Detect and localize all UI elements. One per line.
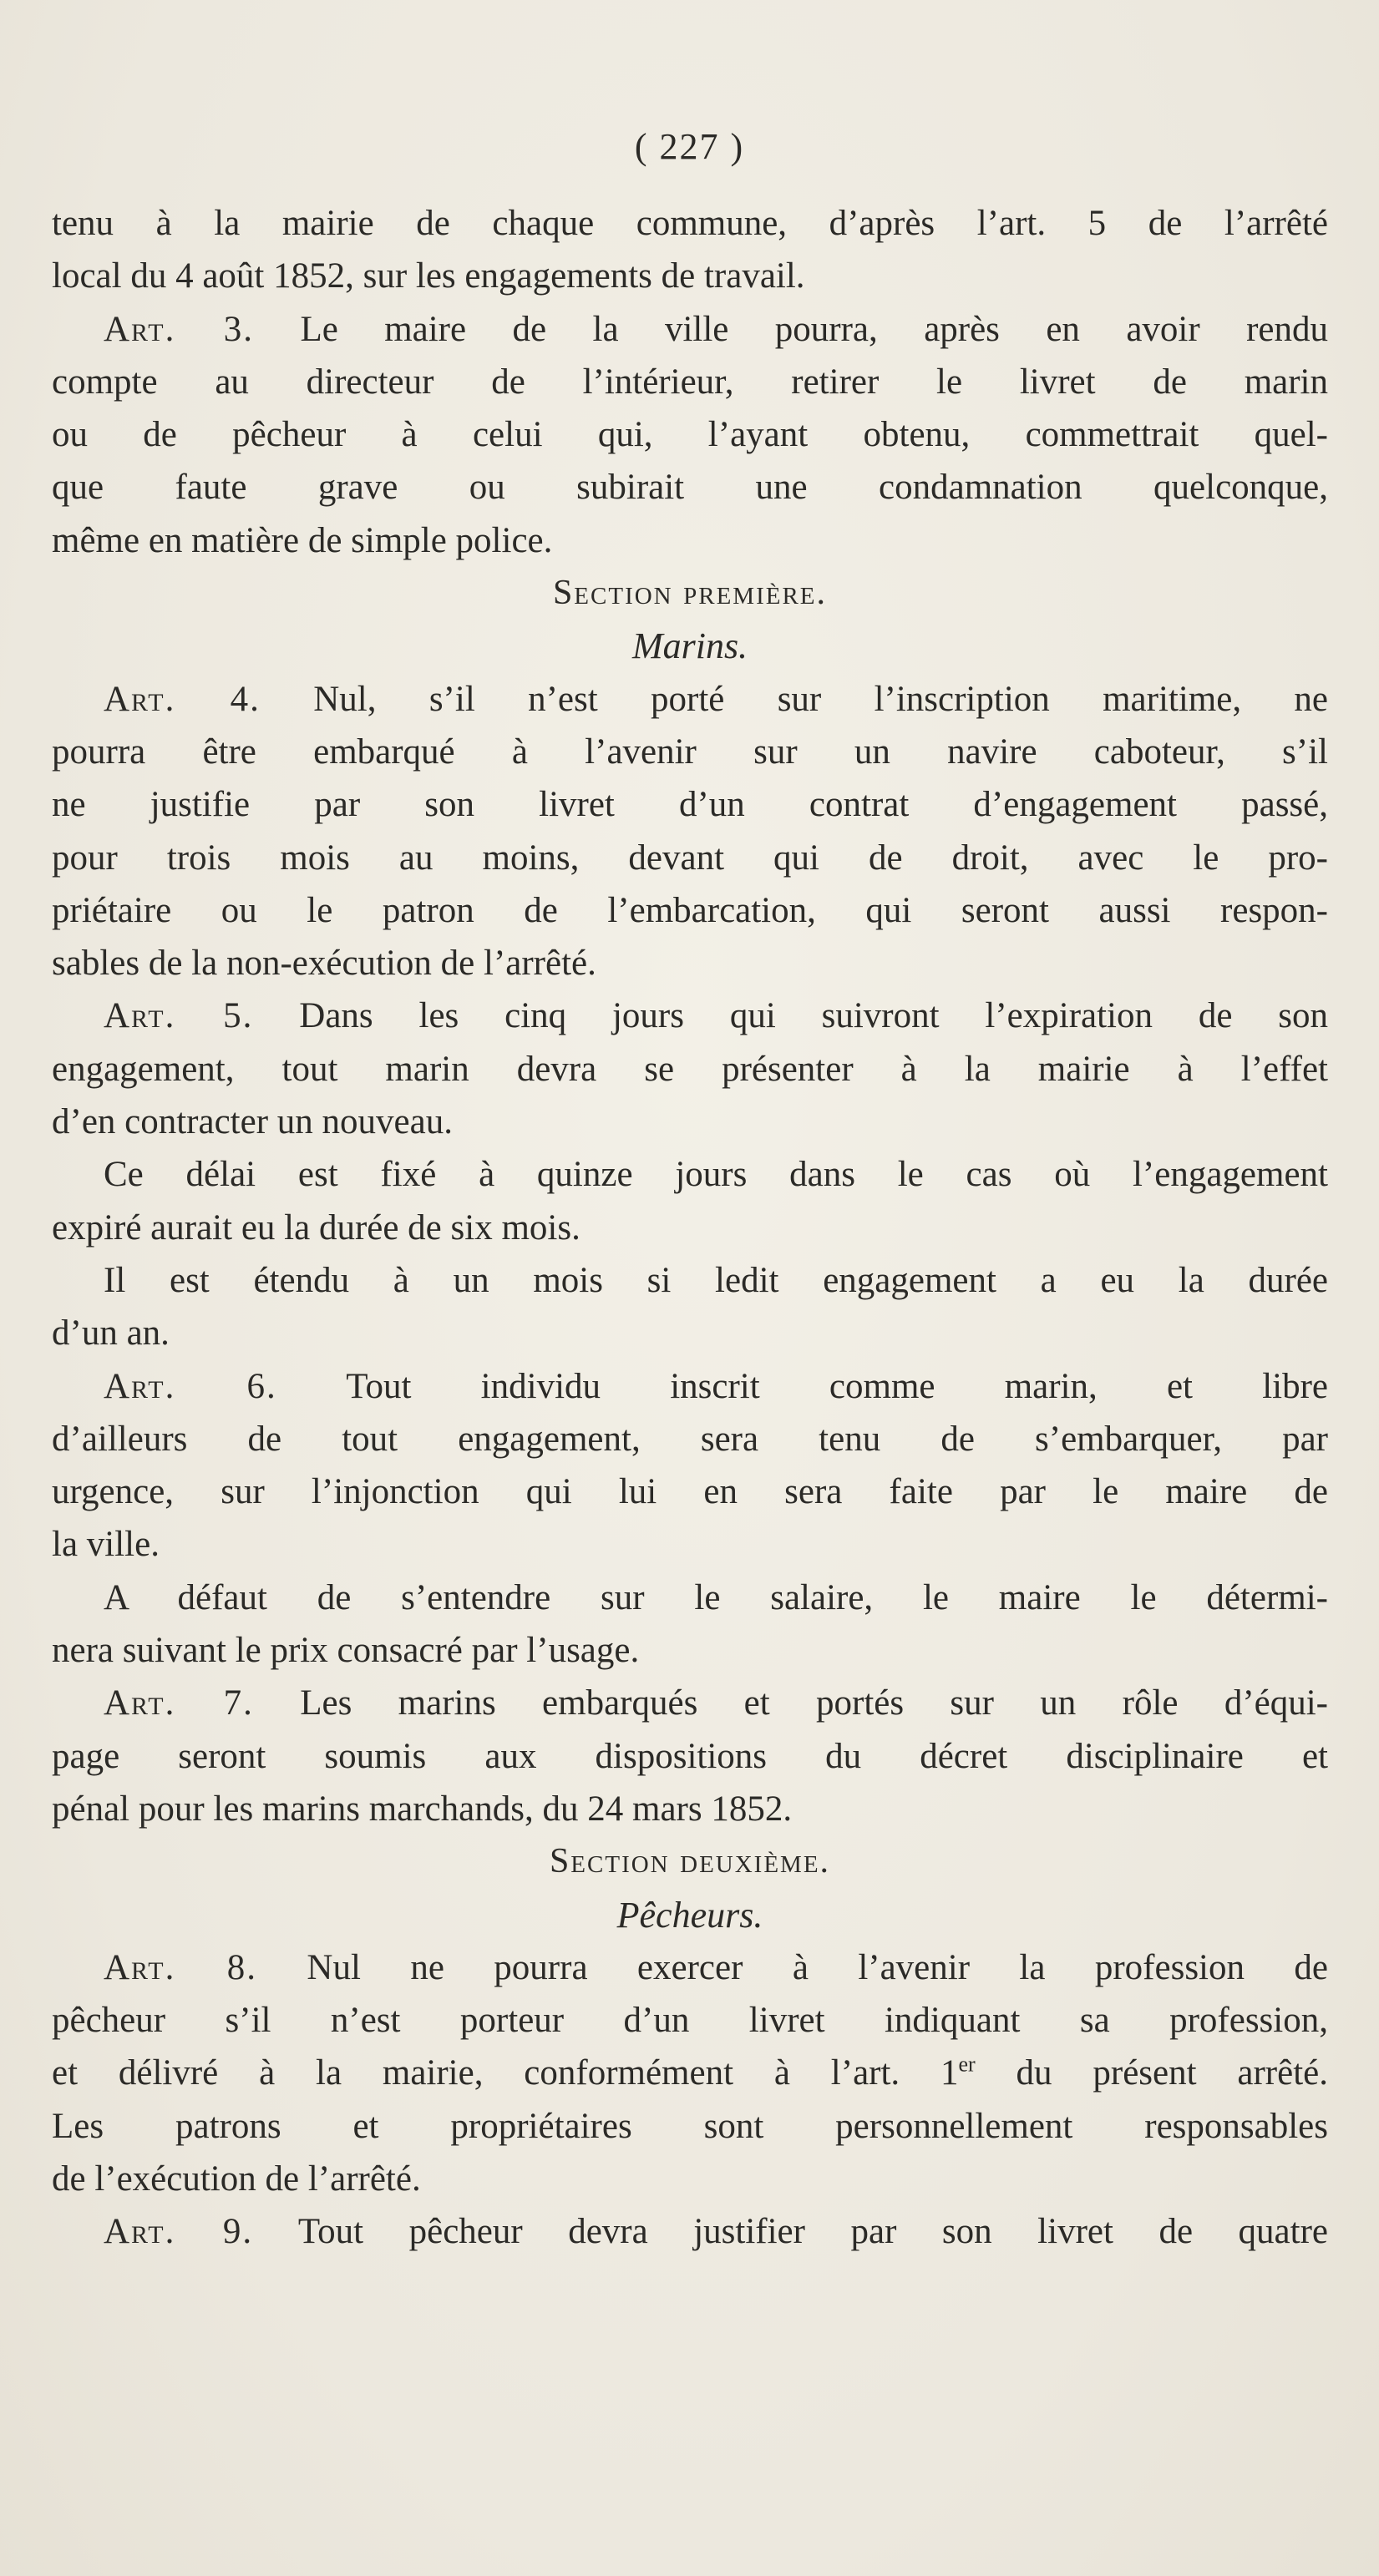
text-line bbox=[52, 1148, 1328, 1201]
text-line bbox=[52, 832, 1328, 884]
line-text: la ville. bbox=[52, 1525, 160, 1565]
section-heading: Section deuxième. bbox=[549, 1842, 831, 1881]
text-line bbox=[52, 778, 1328, 831]
line-text: Ce délai est fixé à quinze jours dans le cas où l’engagement bbox=[104, 1155, 1328, 1195]
text-line bbox=[52, 1043, 1328, 1096]
text-line bbox=[52, 1730, 1328, 1783]
article-number: Art. 5. bbox=[104, 996, 254, 1036]
line-text: pénal pour les marins marchands, du 24 mars 1852. bbox=[52, 1789, 793, 1829]
line-text: Tout pêcheur devra justifier par son livret de quatre bbox=[297, 2212, 1328, 2252]
line-text: Nul ne pourra exercer à l’avenir la profession de bbox=[307, 1947, 1328, 1987]
line-text: Les marins embarqués et portés sur un rôle d’équi- bbox=[300, 1683, 1328, 1723]
section-subheading: Marins. bbox=[631, 625, 748, 667]
article-number: Art. 6. bbox=[104, 1366, 277, 1406]
text-line bbox=[52, 1254, 1328, 1307]
section-subheading: Pêcheurs. bbox=[616, 1894, 763, 1936]
text-line bbox=[52, 1783, 1328, 1835]
text-line bbox=[52, 1307, 1328, 1359]
line-text: expiré aurait eu la durée de six mois. bbox=[52, 1207, 580, 1248]
text-line bbox=[52, 514, 1328, 567]
line-text: Le maire de la ville pourra, après en avoir rendu bbox=[300, 309, 1328, 349]
line-text: nera suivant le prix consacré par l’usage. bbox=[52, 1631, 640, 1671]
text-line bbox=[52, 303, 1328, 356]
article-number: Art. 3. bbox=[104, 309, 255, 349]
text-line bbox=[52, 408, 1328, 461]
text-line bbox=[52, 1465, 1328, 1518]
line-text: pêcheur s’il n’est porteur d’un livret indiquant sa profession, bbox=[52, 2001, 1328, 2041]
line-text: pourra être embarqué à l’avenir sur un navire caboteur, s’il bbox=[52, 731, 1328, 772]
text-line bbox=[52, 1413, 1328, 1465]
line-text: d’ailleurs de tout engagement, sera tenu de s’embarquer, par bbox=[52, 1419, 1328, 1459]
line-text: d’un an. bbox=[52, 1313, 170, 1354]
text-line bbox=[52, 1941, 1328, 1994]
text-line bbox=[52, 197, 1328, 250]
text-line bbox=[52, 356, 1328, 408]
text-line bbox=[52, 461, 1328, 514]
text-line bbox=[52, 2047, 1328, 2099]
page-number: ( 227 ) bbox=[634, 126, 745, 167]
article-number: Art. 9. bbox=[104, 2212, 254, 2252]
line-text: A défaut de s’entendre sur le salaire, le maire le détermi- bbox=[104, 1577, 1328, 1617]
line-text: engagement, tout marin devra se présenter à la mairie à l’effet bbox=[52, 1049, 1328, 1089]
text-line bbox=[52, 2100, 1328, 2153]
line-text: ou de pêcheur à celui qui, l’ayant obtenu, commettrait quel- bbox=[52, 415, 1328, 455]
line-text: de l’exécution de l’arrêté. bbox=[52, 2158, 421, 2199]
text-line bbox=[52, 673, 1328, 726]
text-line bbox=[52, 1571, 1328, 1624]
text-line bbox=[52, 2205, 1328, 2258]
text-line bbox=[52, 250, 1328, 302]
line-text: priétaire ou le patron de l’embarcation, qui seront aussi respon- bbox=[52, 890, 1328, 930]
line-text: que faute grave ou subirait une condamnation quelconque, bbox=[52, 468, 1328, 508]
text-line bbox=[52, 1677, 1328, 1729]
text-line bbox=[52, 1202, 1328, 1254]
line-text: page seront soumis aux dispositions du décret disciplinaire et bbox=[52, 1736, 1328, 1776]
text-line bbox=[52, 1096, 1328, 1148]
article-number: Art. 7. bbox=[104, 1683, 254, 1723]
line-text: tenu à la mairie de chaque commune, d’après l’art. 5 de l’arrêté bbox=[52, 204, 1328, 243]
line-text: et délivré à la mairie, conformément à l’art. 1er du présent arrêté. bbox=[52, 2052, 1328, 2093]
text-line bbox=[52, 884, 1328, 937]
section-heading: Section première. bbox=[552, 574, 828, 613]
text-line bbox=[52, 937, 1328, 989]
line-text: Tout individu inscrit comme marin, et libre bbox=[346, 1366, 1328, 1406]
line-text: Dans les cinq jours qui suivront l’expiration de son bbox=[299, 996, 1328, 1036]
line-text: même en matière de simple police. bbox=[52, 520, 553, 560]
text-line bbox=[52, 2153, 1328, 2205]
article-number: Art. 4. bbox=[104, 679, 261, 719]
text-line bbox=[52, 1360, 1328, 1413]
text-line bbox=[52, 1518, 1328, 1571]
line-text: pour trois mois au moins, devant qui de droit, avec le pro- bbox=[52, 838, 1328, 878]
article-number: Art. 8. bbox=[104, 1947, 257, 1987]
line-text: local du 4 août 1852, sur les engagements de travail. bbox=[52, 256, 805, 296]
text-line bbox=[52, 989, 1328, 1042]
line-text: Il est étendu à un mois si ledit engagement a eu la durée bbox=[104, 1260, 1328, 1300]
page-body bbox=[52, 197, 1328, 2259]
line-text: sables de la non-exécution de l’arrêté. bbox=[52, 944, 596, 984]
line-text: urgence, sur l’injonction qui lui en sera faite par le maire de bbox=[52, 1472, 1328, 1512]
text-line bbox=[52, 1994, 1328, 2047]
line-text: compte au directeur de l’intérieur, retirer le livret de marin bbox=[52, 362, 1328, 402]
line-text: Nul, s’il n’est porté sur l’inscription maritime, ne bbox=[313, 679, 1328, 719]
line-text: d’en contracter un nouveau. bbox=[52, 1102, 453, 1142]
text-line bbox=[52, 726, 1328, 778]
text-line bbox=[52, 1624, 1328, 1677]
line-text: Les patrons et propriétaires sont personnellement responsables bbox=[52, 2106, 1328, 2146]
line-text: ne justifie par son livret d’un contrat d’engagement passé, bbox=[52, 785, 1328, 825]
